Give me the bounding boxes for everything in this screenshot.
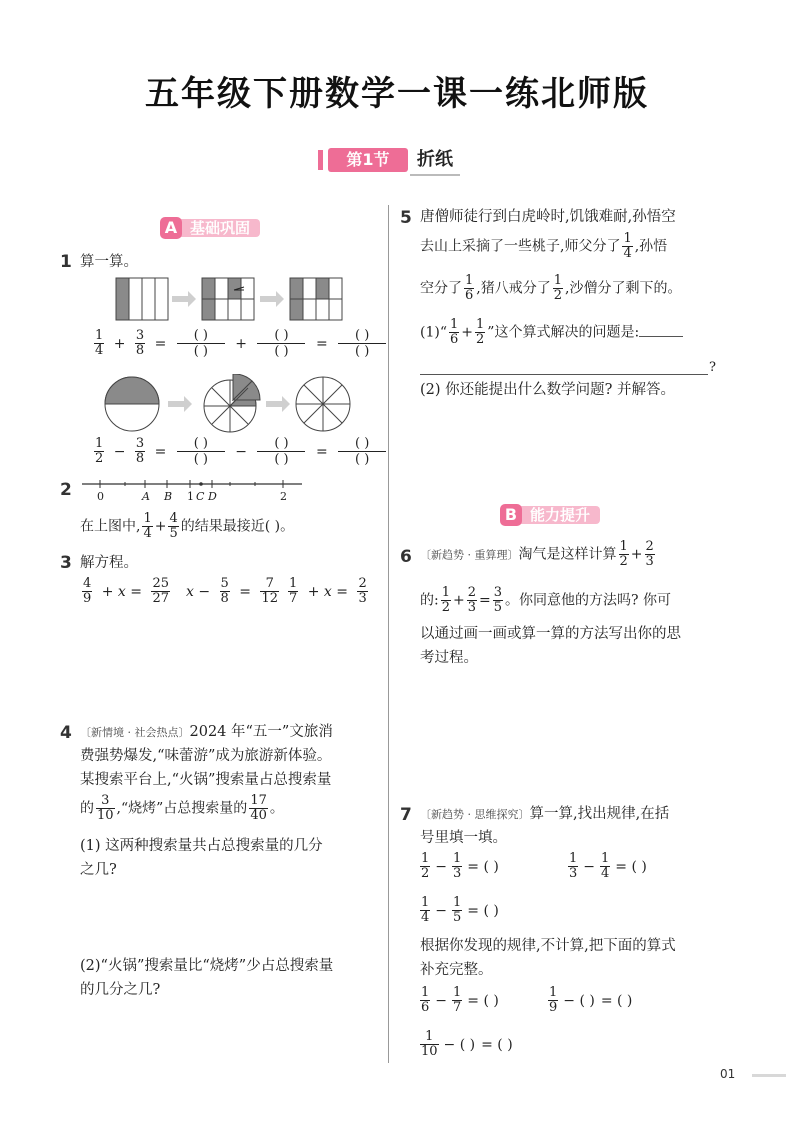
answer-paren[interactable]: ( ) ( )	[338, 328, 386, 359]
part-b-label: 能力提升	[518, 506, 600, 524]
part-a-letter: A	[160, 217, 182, 239]
part-a-label: 基础巩固	[178, 219, 260, 237]
answer-paren[interactable]: ( ) ( )	[177, 436, 225, 467]
q5-line3: 空分了 $\frac{1}{6}$ ,猪八戒分了 $\frac{1}{2}$ ,沙僧分了剩下的。	[420, 273, 682, 303]
page-number-rule	[752, 1074, 786, 1077]
q3-eq2: x − $\frac{5}{8}$ = $\frac{7}{12}$	[186, 576, 278, 606]
q4-number: 4	[60, 723, 72, 743]
q6-number: 6	[400, 547, 412, 567]
q6-line3: 以通过画一画或算一算的方法写出你的思	[420, 626, 681, 642]
q7-expr-5: $\frac{1}{9}$ − ( ) = ( )	[549, 985, 633, 1015]
q1-equation-2: $\frac{1}{2}$ − $\frac{3}{8}$ = ( ) ( ) − ( ) ( ) = ( ) ( )	[92, 436, 389, 467]
answer-paren[interactable]: − ( )	[563, 992, 595, 1009]
q5-line2: 去山上采摘了一些桃子,师父分了 $\frac{1}{4}$ ,孙悟	[420, 231, 668, 261]
q7-number: 7	[400, 805, 412, 825]
q7-expr-3: $\frac{1}{4}$ − $\frac{1}{5}$ = ( )	[421, 895, 499, 925]
q4-part1-cont: 之几?	[80, 862, 117, 878]
q5-line1: 唐僧师徒行到白虎岭时,饥饿难耐,孙悟空	[420, 209, 676, 225]
tick-1: 1	[187, 490, 194, 503]
rect-quarters	[116, 278, 168, 320]
q2-text: 在上图中, $\frac{1}{4}$ + $\frac{4}{5}$ 的结果最接近( )。	[80, 511, 295, 541]
q7-line2: 号里填一填。	[420, 830, 507, 846]
answer-paren[interactable]: = ( )	[467, 858, 499, 875]
q7-expr-4: $\frac{1}{6}$ − $\frac{1}{7}$ = ( )	[421, 985, 499, 1015]
q5-number: 5	[400, 208, 412, 228]
page-number: 01	[720, 1067, 736, 1081]
q1-text: 算一算。	[80, 254, 138, 270]
q4-line4: 的 $\frac{3}{10}$ ,“烧烤”占总搜索量的 $\frac{17}{40}$ 。	[80, 793, 284, 823]
q4-line2: 费强势爆发,“味蕾游”成为旅游新体验。	[80, 748, 332, 764]
q3-eq3: $\frac{1}{7}$ + x = $\frac{2}{3}$	[289, 576, 367, 606]
q4-part1: (1) 这两种搜索量共占总搜索量的几分	[80, 838, 323, 854]
answer-paren[interactable]: = ( )	[467, 992, 499, 1009]
q4-part2: (2)“火锅”搜索量比“烧烤”少占总搜索量	[80, 958, 334, 974]
tick-2: 2	[280, 490, 287, 503]
answer-paren[interactable]: ( ) ( )	[257, 436, 305, 467]
q1-equation-1: $\frac{1}{4}$ + $\frac{3}{8}$ = ( ) ( ) + ( ) ( ) = ( ) ( )	[92, 328, 389, 359]
answer-paren[interactable]: = ( )	[481, 1036, 513, 1053]
q7-expr-2: $\frac{1}{3}$ − $\frac{1}{4}$ = ( )	[569, 851, 647, 881]
q7-line4: 补充完整。	[420, 962, 493, 978]
q3-number: 3	[60, 553, 72, 573]
tick-C: C	[196, 490, 205, 503]
rect-result	[290, 278, 342, 320]
q7-line1: 〔新趋势 · 思维探究〕算一算,找出规律,在括	[420, 806, 670, 822]
answer-paren[interactable]: ( ) ( )	[257, 328, 305, 359]
q3-text: 解方程。	[80, 555, 138, 571]
q7-expr-1: $\frac{1}{2}$ − $\frac{1}{3}$ = ( )	[421, 851, 499, 881]
q6-line4: 考过程。	[420, 650, 478, 666]
q5-part2: (2) 你还能提出什么数学问题? 并解答。	[420, 382, 676, 398]
q6-line2: 的: $\frac{1}{2}$ + $\frac{2}{3}$ = $\frac{3}{5}$ 。你同意他的方法吗? 你可	[420, 585, 671, 615]
circle-eighths-moved	[204, 374, 260, 432]
tick-D: D	[208, 490, 217, 503]
answer-paren[interactable]: = ( )	[615, 858, 647, 875]
answer-paren[interactable]: = ( )	[467, 902, 499, 919]
tick-A: A	[142, 490, 150, 503]
tick-B: B	[164, 490, 173, 503]
circle-eighths	[296, 377, 350, 431]
answer-paren[interactable]: − ( )	[443, 1036, 476, 1053]
answer-paren[interactable]: ( ) ( )	[338, 436, 386, 467]
answer-paren[interactable]: = ( )	[600, 992, 633, 1009]
q7-line3: 根据你发现的规律,不计算,把下面的算式	[420, 938, 676, 954]
answer-blank-line[interactable]	[420, 374, 708, 375]
q1-rect-figures	[110, 276, 370, 324]
q2-number: 2	[60, 480, 72, 500]
q4-line1: 〔新情境 · 社会热点〕2024 年“五一”文旅消	[80, 724, 333, 740]
answer-paren[interactable]: ( ) ( )	[177, 328, 225, 359]
q4-line3: 某搜索平台上,“火锅”搜索量占总搜索量	[80, 772, 332, 788]
q7-expr-6: $\frac{1}{10}$ − ( ) = ( )	[421, 1029, 513, 1059]
rect-eighths	[202, 278, 254, 320]
q1-circle-figures	[100, 374, 370, 434]
q5-part1: (1)“ $\frac{1}{6}$ + $\frac{1}{2}$ ”这个算式解决的问题是:	[420, 318, 683, 347]
q2-number-line	[80, 476, 310, 504]
q4-part2-cont: 的几分之几?	[80, 982, 161, 998]
section-name: 折纸	[410, 146, 460, 176]
circle-half	[105, 377, 159, 431]
q5-question-mark: ?	[709, 360, 716, 375]
q1-number: 1	[60, 252, 72, 272]
part-b-letter: B	[500, 504, 522, 526]
section-tag: 第1节	[328, 148, 408, 172]
q6-line1: 〔新趋势 · 重算理〕淘气是这样计算 $\frac{1}{2}$ + $\frac{2}{3}$	[420, 539, 654, 569]
tick-0: 0	[97, 490, 104, 503]
page-title: 五年级下册数学一课一练北师版	[145, 74, 649, 114]
q3-eq1: $\frac{4}{9}$ + x = $\frac{25}{27}$	[83, 576, 169, 606]
section-mark	[318, 150, 323, 170]
answer-blank[interactable]	[639, 336, 683, 337]
